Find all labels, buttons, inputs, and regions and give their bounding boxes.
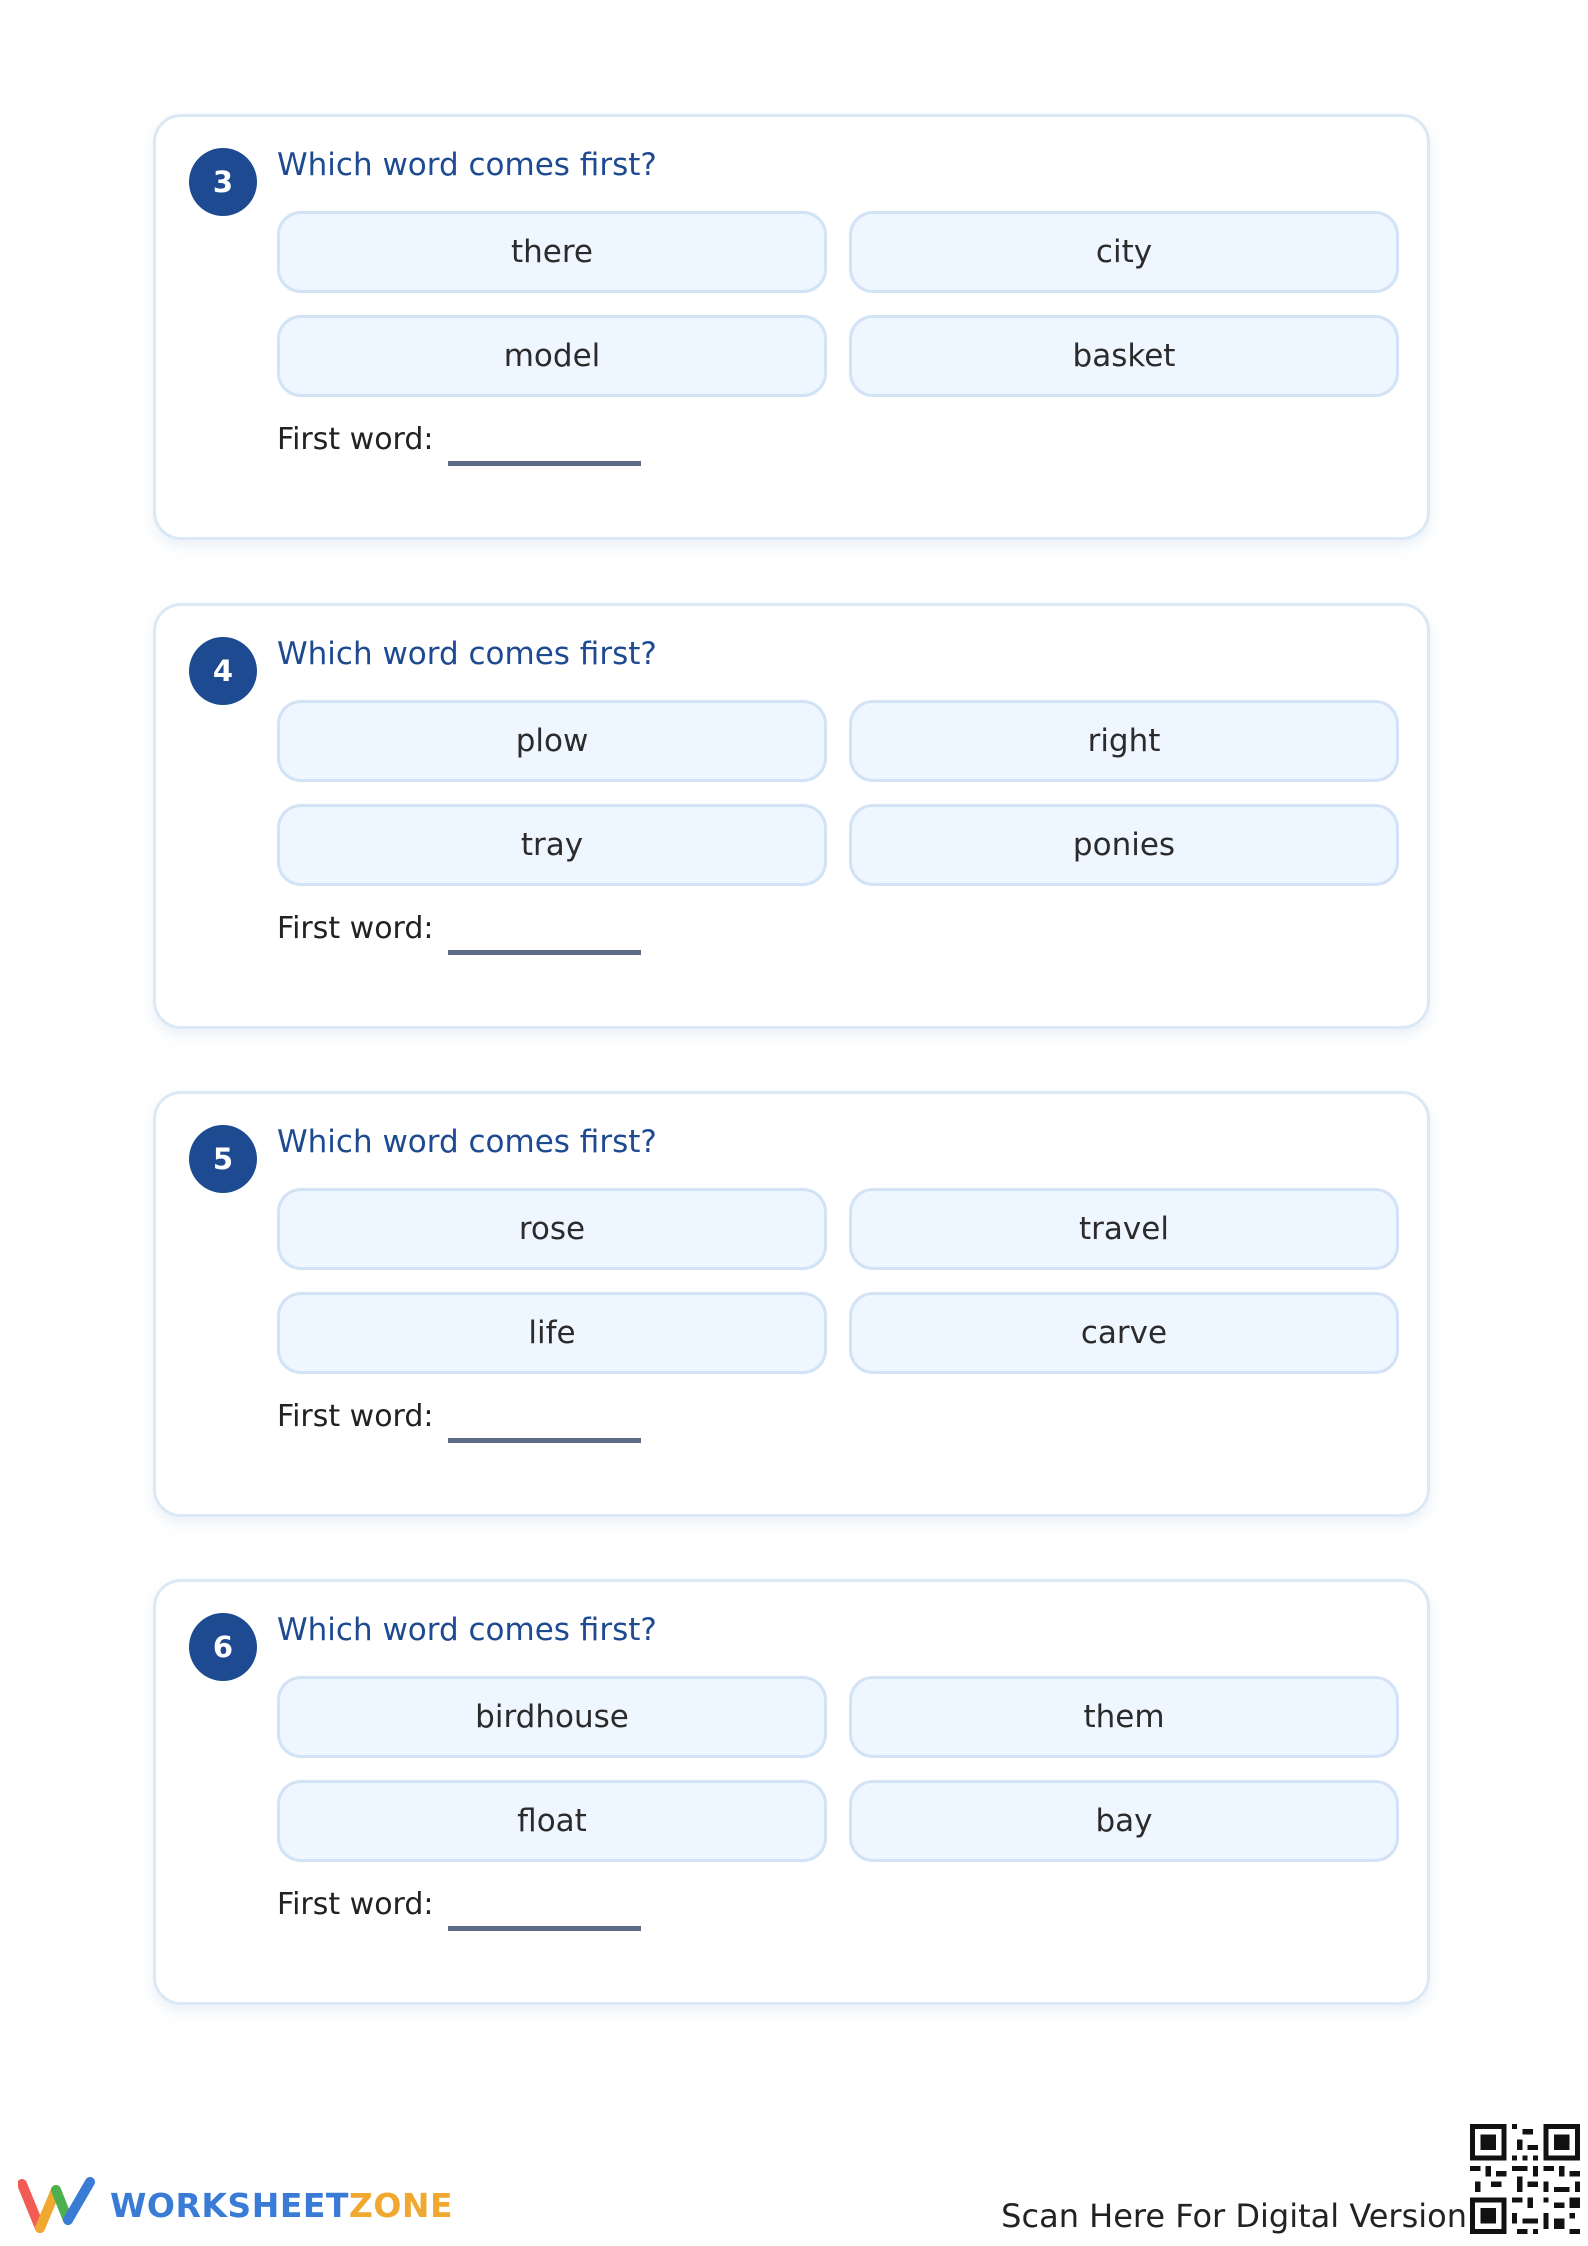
answer-label: First word:	[277, 422, 434, 457]
answer-blank-line[interactable]	[448, 1926, 641, 1931]
choice-option[interactable]: basket	[849, 315, 1399, 397]
choice-option[interactable]: carve	[849, 1292, 1399, 1374]
choice-option[interactable]: travel	[849, 1188, 1399, 1270]
worksheetzone-logo-icon	[18, 2176, 96, 2234]
choice-option[interactable]: city	[849, 211, 1399, 293]
question-prompt: Which word comes first?	[277, 1124, 657, 1160]
brand-name-part2: ZONE	[348, 2185, 454, 2225]
question-card-6	[153, 1579, 1430, 2005]
question-number-badge: 4	[189, 637, 257, 705]
question-prompt: Which word comes first?	[277, 147, 657, 183]
answer-label: First word:	[277, 911, 434, 946]
choice-option[interactable]: tray	[277, 804, 827, 886]
qr-code-icon[interactable]	[1470, 2124, 1580, 2234]
choice-option[interactable]: rose	[277, 1188, 827, 1270]
choice-option[interactable]: model	[277, 315, 827, 397]
choice-option[interactable]: there	[277, 211, 827, 293]
answer-blank-line[interactable]	[448, 1438, 641, 1443]
question-card-5	[153, 1091, 1430, 1517]
answer-blank-line[interactable]	[448, 950, 641, 955]
brand-name-part1: WORKSHEET	[110, 2185, 349, 2225]
choice-option[interactable]: plow	[277, 700, 827, 782]
answer-blank-line[interactable]	[448, 461, 641, 466]
choice-option[interactable]: them	[849, 1676, 1399, 1758]
question-number-badge: 5	[189, 1125, 257, 1193]
choice-option[interactable]: ponies	[849, 804, 1399, 886]
question-prompt: Which word comes first?	[277, 1612, 657, 1648]
question-number-badge: 6	[189, 1613, 257, 1681]
scan-instruction: Scan Here For Digital Version	[1001, 2197, 1467, 2235]
choice-option[interactable]: right	[849, 700, 1399, 782]
choice-option[interactable]: birdhouse	[277, 1676, 827, 1758]
question-number-badge: 3	[189, 148, 257, 216]
brand-name	[110, 2186, 453, 2225]
answer-label: First word:	[277, 1887, 434, 1922]
worksheetzone-logo[interactable]	[18, 2176, 453, 2234]
choice-option[interactable]: bay	[849, 1780, 1399, 1862]
choice-option[interactable]: float	[277, 1780, 827, 1862]
choice-option[interactable]: life	[277, 1292, 827, 1374]
question-card-3	[153, 114, 1430, 540]
answer-label: First word:	[277, 1399, 434, 1434]
question-card-4	[153, 603, 1430, 1029]
question-prompt: Which word comes first?	[277, 636, 657, 672]
